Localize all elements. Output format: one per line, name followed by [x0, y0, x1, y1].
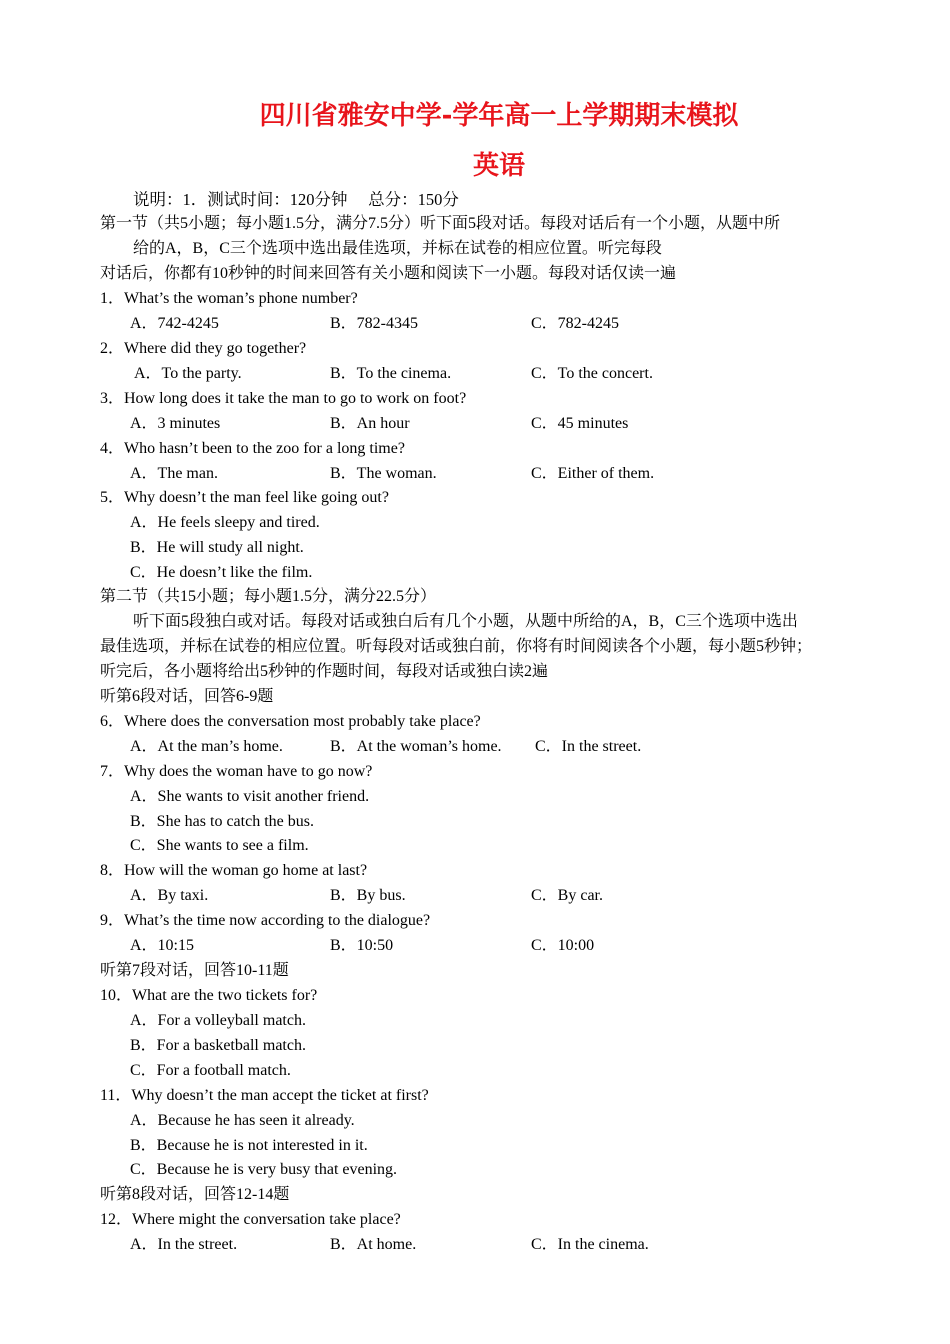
exam-note: 说明：1．测试时间：120分钟 总分：150分 — [133, 190, 459, 209]
question-3-stem: 3．How long does it take the man to go to work on foot? — [100, 390, 467, 407]
group-6-heading: 听第6段对话，回答6-9题 — [100, 688, 274, 705]
question-2-option-c: C．To the concert. — [531, 365, 653, 382]
question-2-option-b: B．To the cinema. — [330, 365, 452, 382]
section1-instruction-line2: 给的A，B，C三个选项中选出最佳选项，并标在试卷的相应位置。听完每段 — [133, 240, 662, 257]
question-10-stem: 10．What are the two tickets for? — [100, 987, 318, 1004]
question-11-stem: 11．Why doesn’t the man accept the ticket at first? — [100, 1087, 429, 1104]
question-11-option-a: A．Because he has seen it already. — [130, 1112, 355, 1129]
question-4-option-c: C．Either of them. — [531, 465, 655, 482]
question-4-stem: 4．Who hasn’t been to the zoo for a long time? — [100, 440, 405, 457]
question-2-stem: 2．Where did they go together? — [100, 340, 307, 357]
question-6-stem: 6．Where does the conversation most probably take place? — [100, 713, 481, 730]
question-5-option-a: A．He feels sleepy and tired. — [130, 514, 320, 531]
question-6-option-a: A．At the man’s home. — [130, 738, 283, 755]
question-12-option-b: B．At home. — [330, 1236, 417, 1253]
question-1-stem: 1．What’s the woman’s phone number? — [100, 290, 358, 307]
question-10-option-a: A．For a volleyball match. — [130, 1012, 306, 1029]
group-7-heading: 听第7段对话，回答10-11题 — [100, 962, 289, 979]
question-7-option-c: C．She wants to see a film. — [130, 837, 309, 854]
question-8-option-a: A．By taxi. — [130, 887, 209, 904]
question-2-option-a: A．To the party. — [134, 365, 242, 382]
section1-instruction-line3: 对话后，你都有10秒钟的时间来回答有关小题和阅读下一小题。每段对话仅读一遍 — [100, 265, 677, 282]
question-5-stem: 5．Why doesn’t the man feel like going out? — [100, 489, 389, 506]
question-9-option-b: B．10:50 — [330, 937, 394, 954]
question-9-option-c: C．10:00 — [531, 937, 595, 954]
question-9-stem: 9．What’s the time now according to the dialogue? — [100, 912, 431, 929]
question-7-option-b: B．She has to catch the bus. — [130, 813, 314, 830]
page-subtitle: 英语 — [472, 151, 525, 181]
section2-instruction-line1: 听下面5段独白或对话。每段对话或独白后有几个小题，从题中所给的A，B，C三个选项中选出 — [133, 613, 798, 630]
question-8-option-b: B．By bus. — [330, 887, 406, 904]
section1-instruction-line1: 第一节（共5小题；每小题1.5分，满分7.5分）听下面5段对话。每段对话后有一个小题，从题中所 — [100, 215, 781, 232]
question-10-option-c: C．For a football match. — [130, 1062, 291, 1079]
question-6-option-c: C．In the street. — [535, 738, 642, 755]
question-8-option-c: C．By car. — [531, 887, 603, 904]
question-11-option-c: C．Because he is very busy that evening. — [130, 1161, 398, 1178]
question-5-option-b: B．He will study all night. — [130, 539, 304, 556]
page-title: 四川省雅安中学-学年高一上学期期末模拟 — [259, 101, 739, 131]
question-1-option-a: A．742-4245 — [130, 315, 219, 332]
section2-instruction-line3: 听完后，各小题将给出5秒钟的作题时间，每段对话或独白读2遍 — [100, 663, 549, 680]
question-4-option-b: B．The woman. — [330, 465, 437, 482]
question-5-option-c: C．He doesn’t like the film. — [130, 564, 313, 581]
group-8-heading: 听第8段对话，回答12-14题 — [100, 1186, 290, 1203]
question-7-stem: 7．Why does the woman have to go now? — [100, 763, 373, 780]
question-12-stem: 12．Where might the conversation take place? — [100, 1211, 401, 1228]
question-3-option-a: A．3 minutes — [130, 415, 221, 432]
section2-heading: 第二节（共15小题；每小题1.5分，满分22.5分） — [100, 588, 437, 605]
question-12-option-a: A．In the street. — [130, 1236, 238, 1253]
question-11-option-b: B．Because he is not interested in it. — [130, 1137, 368, 1154]
section2-instruction-line2: 最佳选项，并标在试卷的相应位置。听每段对话或独白前，你将有时间阅读各个小题，每小题5秒钟； — [100, 638, 813, 655]
question-10-option-b: B．For a basketball match. — [130, 1037, 306, 1054]
question-7-option-a: A．She wants to visit another friend. — [130, 788, 370, 805]
question-3-option-c: C．45 minutes — [531, 415, 629, 432]
question-1-option-c: C．782-4245 — [531, 315, 620, 332]
question-6-option-b: B．At the woman’s home. — [330, 738, 502, 755]
question-3-option-b: B．An hour — [330, 415, 410, 432]
question-9-option-a: A．10:15 — [130, 937, 195, 954]
question-12-option-c: C．In the cinema. — [531, 1236, 649, 1253]
question-8-stem: 8．How will the woman go home at last? — [100, 862, 368, 879]
question-4-option-a: A．The man. — [130, 465, 218, 482]
question-1-option-b: B．782-4345 — [330, 315, 419, 332]
